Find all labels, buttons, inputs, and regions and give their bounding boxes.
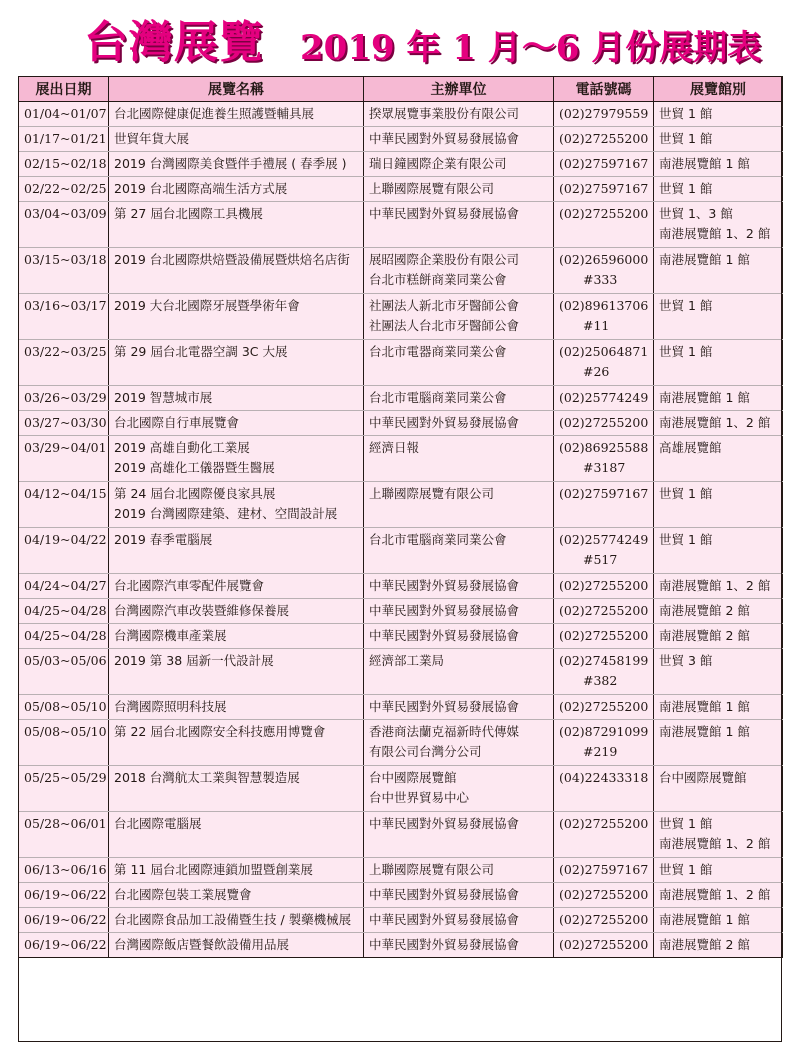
cell-organizer-line: 經濟日報 [369, 440, 420, 455]
cell-organizer [364, 766, 554, 812]
cell-organizer-line: 中華民國對外貿易發展協會 [369, 603, 520, 618]
cell-hall-line: 南港展覽館 1、2 館 [659, 578, 771, 593]
phone-number: (04)22433318 [559, 770, 649, 785]
cell-exhibition-name-line: 台北國際食品加工設備暨生技 / 製藥機械展 [114, 912, 352, 927]
phone-number: (02)86925588 [559, 440, 649, 455]
phone-number: (02)27255200 [559, 415, 649, 430]
table-row [19, 883, 783, 908]
cell-exhibition-name [109, 574, 364, 599]
cell-hall [654, 248, 783, 294]
cell-organizer-line: 上聯國際展覽有限公司 [369, 486, 495, 501]
cell-hall [654, 858, 783, 883]
table-row [19, 933, 783, 958]
cell-exhibition-name-line: 第 24 屆台北國際優良家具展 [114, 486, 276, 501]
cell-hall [654, 102, 783, 127]
phone-number: (02)27979559 [559, 106, 649, 121]
cell-organizer-line: 台北市電腦商業同業公會 [369, 532, 507, 547]
cell-phone [554, 883, 654, 908]
cell-phone [554, 624, 654, 649]
cell-hall-line: 南港展覽館 2 館 [659, 937, 750, 952]
phone-number: (02)27255200 [559, 887, 649, 902]
table-row [19, 574, 783, 599]
cell-exhibition-name-line: 2019 高雄化工儀器暨生醫展 [114, 460, 275, 475]
phone-extension: #11 [583, 318, 610, 333]
cell-date: 05/08~05/10 [19, 720, 109, 766]
cell-organizer-line: 台中國際展覽館 [369, 770, 457, 785]
phone-number: (02)27255200 [559, 628, 649, 643]
cell-exhibition-name-line: 2019 台北國際高端生活方式展 [114, 181, 288, 196]
cell-phone [554, 933, 654, 958]
table-row [19, 436, 783, 482]
cell-hall-line: 南港展覽館 1 館 [659, 912, 750, 927]
cell-date: 03/16~03/17 [19, 294, 109, 340]
cell-hall-line: 南港展覽館 1、2 館 [659, 836, 771, 851]
cell-hall [654, 933, 783, 958]
exhibition-schedule-table [18, 76, 783, 958]
cell-exhibition-name [109, 127, 364, 152]
table-row [19, 102, 783, 127]
cell-exhibition-name-line: 台北國際電腦展 [114, 816, 202, 831]
cell-hall [654, 649, 783, 695]
cell-hall [654, 152, 783, 177]
cell-exhibition-name-line: 台北國際健康促進養生照護暨輔具展 [114, 106, 315, 121]
cell-organizer-line: 揆眾展覽事業股份有限公司 [369, 106, 520, 121]
cell-organizer-line: 中華民國對外貿易發展協會 [369, 578, 520, 593]
phone-number: (02)87291099 [559, 724, 649, 739]
cell-date: 03/29~04/01 [19, 436, 109, 482]
cell-organizer-line: 台北市糕餅商業同業公會 [369, 272, 507, 287]
cell-hall [654, 482, 783, 528]
phone-number: (02)25774249 [559, 532, 649, 547]
cell-hall [654, 294, 783, 340]
cell-organizer-line: 社團法人新北市牙醫師公會 [369, 298, 520, 313]
phone-number: (02)27597167 [559, 156, 649, 171]
cell-exhibition-name [109, 933, 364, 958]
phone-number: (02)27597167 [559, 862, 649, 877]
cell-organizer-line: 台北市電器商業同業公會 [369, 344, 507, 359]
cell-organizer [364, 411, 554, 436]
cell-exhibition-name-line: 2019 台灣國際建築、建材、空間設計展 [114, 506, 338, 521]
cell-organizer [364, 177, 554, 202]
cell-hall [654, 720, 783, 766]
table-row [19, 720, 783, 766]
table-body [19, 102, 783, 958]
cell-exhibition-name-line: 台灣國際飯店暨餐飲設備用品展 [114, 937, 290, 952]
cell-phone [554, 248, 654, 294]
table-row [19, 202, 783, 248]
cell-exhibition-name-line: 2019 第 38 屆新一代設計展 [114, 653, 274, 668]
cell-date: 05/03~05/06 [19, 649, 109, 695]
phone-extension: #333 [583, 272, 618, 287]
cell-phone [554, 574, 654, 599]
cell-hall-line: 南港展覽館 1 館 [659, 156, 750, 171]
cell-exhibition-name [109, 720, 364, 766]
cell-organizer-line: 展昭國際企業股份有限公司 [369, 252, 520, 267]
cell-organizer-line: 香港商法蘭克福新時代傳媒 [369, 724, 520, 739]
cell-hall-line: 南港展覽館 1 館 [659, 699, 750, 714]
cell-organizer [364, 883, 554, 908]
cell-exhibition-name [109, 482, 364, 528]
cell-organizer [364, 202, 554, 248]
cell-date: 02/22~02/25 [19, 177, 109, 202]
cell-hall [654, 386, 783, 411]
cell-hall-line: 南港展覽館 1 館 [659, 390, 750, 405]
cell-organizer-line: 中華民國對外貿易發展協會 [369, 699, 520, 714]
cell-exhibition-name-line: 2019 高雄自動化工業展 [114, 440, 250, 455]
cell-hall-line: 世貿 1 館 [659, 816, 713, 831]
cell-exhibition-name [109, 202, 364, 248]
page-title: 台灣展覽 [84, 17, 264, 68]
cell-hall-line: 台中國際展覽館 [659, 770, 747, 785]
cell-hall-line: 世貿 1 館 [659, 131, 713, 146]
cell-exhibition-name [109, 386, 364, 411]
table-row [19, 248, 783, 294]
cell-organizer [364, 482, 554, 528]
cell-hall [654, 812, 783, 858]
cell-phone [554, 127, 654, 152]
table-row [19, 858, 783, 883]
cell-date: 04/12~04/15 [19, 482, 109, 528]
cell-organizer [364, 858, 554, 883]
cell-organizer [364, 624, 554, 649]
cell-hall [654, 202, 783, 248]
cell-organizer-line: 中華民國對外貿易發展協會 [369, 937, 520, 952]
cell-phone [554, 436, 654, 482]
phone-number: (02)27255200 [559, 131, 649, 146]
cell-phone [554, 695, 654, 720]
cell-exhibition-name [109, 102, 364, 127]
table-row [19, 649, 783, 695]
cell-hall [654, 908, 783, 933]
phone-extension: #382 [583, 673, 618, 688]
cell-phone [554, 720, 654, 766]
cell-date: 06/19~06/22 [19, 883, 109, 908]
cell-phone [554, 766, 654, 812]
cell-date: 01/04~01/07 [19, 102, 109, 127]
cell-phone [554, 858, 654, 883]
table-row [19, 482, 783, 528]
table-row [19, 386, 783, 411]
cell-exhibition-name [109, 152, 364, 177]
cell-hall-line: 南港展覽館 1 館 [659, 252, 750, 267]
cell-date: 06/19~06/22 [19, 933, 109, 958]
cell-exhibition-name [109, 177, 364, 202]
cell-organizer-line: 台中世界貿易中心 [369, 790, 470, 805]
cell-organizer-line: 社團法人台北市牙醫師公會 [369, 318, 520, 333]
phone-number: (02)26596000 [559, 252, 649, 267]
cell-phone [554, 599, 654, 624]
cell-exhibition-name-line: 2019 春季電腦展 [114, 532, 213, 547]
cell-organizer [364, 908, 554, 933]
phone-number: (02)27458199 [559, 653, 649, 668]
cell-hall-line: 世貿 1 館 [659, 862, 713, 877]
cell-organizer [364, 812, 554, 858]
cell-date: 04/24~04/27 [19, 574, 109, 599]
table-row [19, 340, 783, 386]
cell-organizer [364, 574, 554, 599]
cell-organizer-line: 中華民國對外貿易發展協會 [369, 816, 520, 831]
cell-phone [554, 812, 654, 858]
cell-hall-line: 世貿 1 館 [659, 106, 713, 121]
cell-exhibition-name [109, 695, 364, 720]
cell-organizer-line: 中華民國對外貿易發展協會 [369, 628, 520, 643]
cell-organizer-line: 經濟部工業局 [369, 653, 445, 668]
cell-exhibition-name [109, 649, 364, 695]
cell-exhibition-name [109, 411, 364, 436]
phone-number: (02)27255200 [559, 206, 649, 221]
cell-organizer-line: 中華民國對外貿易發展協會 [369, 415, 520, 430]
cell-organizer [364, 649, 554, 695]
cell-hall-line: 世貿 1 館 [659, 344, 713, 359]
cell-exhibition-name-line: 台北國際汽車零配件展覽會 [114, 578, 265, 593]
column-header-name: 展覽名稱 [109, 77, 364, 102]
cell-exhibition-name-line: 第 29 屆台北電器空調 3C 大展 [114, 344, 288, 359]
cell-phone [554, 294, 654, 340]
cell-phone [554, 411, 654, 436]
cell-phone [554, 908, 654, 933]
cell-organizer [364, 152, 554, 177]
cell-hall-line: 世貿 1 館 [659, 486, 713, 501]
phone-extension: #26 [583, 364, 610, 379]
cell-organizer [364, 599, 554, 624]
table-row [19, 766, 783, 812]
cell-date: 06/13~06/16 [19, 858, 109, 883]
column-header-organizer: 主辦單位 [364, 77, 554, 102]
table-row [19, 528, 783, 574]
cell-hall-line: 世貿 1 館 [659, 181, 713, 196]
cell-exhibition-name-line: 台灣國際汽車改裝暨維修保養展 [114, 603, 290, 618]
cell-phone [554, 102, 654, 127]
cell-hall-line: 南港展覽館 1、2 館 [659, 415, 771, 430]
cell-hall-line: 南港展覽館 2 館 [659, 603, 750, 618]
cell-hall-line: 南港展覽館 1、2 館 [659, 887, 771, 902]
phone-number: (02)25064871 [559, 344, 649, 359]
cell-exhibition-name [109, 766, 364, 812]
cell-phone [554, 528, 654, 574]
cell-organizer [364, 340, 554, 386]
cell-hall-line: 南港展覽館 1 館 [659, 724, 750, 739]
cell-organizer [364, 720, 554, 766]
phone-number: (02)27255200 [559, 578, 649, 593]
cell-date: 05/08~05/10 [19, 695, 109, 720]
cell-exhibition-name-line: 第 22 屆台北國際安全科技應用博覽會 [114, 724, 326, 739]
cell-hall-line: 世貿 1、3 館 [659, 206, 733, 221]
phone-number: (02)25774249 [559, 390, 649, 405]
cell-exhibition-name [109, 908, 364, 933]
cell-hall [654, 574, 783, 599]
cell-exhibition-name [109, 624, 364, 649]
column-header-hall: 展覽館別 [654, 77, 783, 102]
cell-date: 03/22~03/25 [19, 340, 109, 386]
cell-organizer [364, 933, 554, 958]
page-subtitle: 2019 年 1 月～6 月份展期表 [300, 28, 762, 68]
cell-hall-line: 高雄展覽館 [659, 440, 722, 455]
cell-hall [654, 695, 783, 720]
cell-date: 01/17~01/21 [19, 127, 109, 152]
cell-exhibition-name [109, 294, 364, 340]
cell-exhibition-name [109, 436, 364, 482]
table-row [19, 177, 783, 202]
table-row [19, 908, 783, 933]
cell-hall [654, 177, 783, 202]
cell-hall-line: 南港展覽館 2 館 [659, 628, 750, 643]
cell-phone [554, 177, 654, 202]
cell-hall [654, 528, 783, 574]
cell-hall [654, 411, 783, 436]
cell-organizer [364, 695, 554, 720]
cell-organizer [364, 248, 554, 294]
table-row [19, 599, 783, 624]
phone-extension: #219 [583, 744, 618, 759]
cell-date: 03/27~03/30 [19, 411, 109, 436]
table-row [19, 152, 783, 177]
cell-date: 05/28~06/01 [19, 812, 109, 858]
cell-exhibition-name-line: 第 11 屆台北國際連鎖加盟暨創業展 [114, 862, 313, 877]
cell-organizer-line: 中華民國對外貿易發展協會 [369, 912, 520, 927]
cell-organizer-line: 有限公司台灣分公司 [369, 744, 482, 759]
cell-phone [554, 340, 654, 386]
phone-extension: #517 [583, 552, 618, 567]
cell-exhibition-name [109, 883, 364, 908]
cell-exhibition-name-line: 台灣國際照明科技展 [114, 699, 227, 714]
cell-date: 04/25~04/28 [19, 599, 109, 624]
cell-exhibition-name-line: 2019 智慧城市展 [114, 390, 213, 405]
table-header-row [19, 77, 783, 102]
cell-exhibition-name-line: 台北國際自行車展覽會 [114, 415, 240, 430]
phone-extension: #3187 [583, 460, 626, 475]
cell-organizer [364, 436, 554, 482]
column-header-date: 展出日期 [19, 77, 109, 102]
cell-organizer [364, 386, 554, 411]
cell-organizer [364, 102, 554, 127]
cell-organizer [364, 127, 554, 152]
cell-exhibition-name [109, 528, 364, 574]
cell-organizer [364, 294, 554, 340]
table-row [19, 695, 783, 720]
cell-exhibition-name-line: 世貿年貨大展 [114, 131, 190, 146]
cell-phone [554, 386, 654, 411]
table-row [19, 411, 783, 436]
cell-exhibition-name-line: 第 27 屆台北國際工具機展 [114, 206, 263, 221]
phone-number: (02)27255200 [559, 912, 649, 927]
cell-organizer-line: 上聯國際展覽有限公司 [369, 862, 495, 877]
cell-hall [654, 883, 783, 908]
cell-organizer-line: 中華民國對外貿易發展協會 [369, 206, 520, 221]
phone-number: (02)89613706 [559, 298, 649, 313]
cell-date: 06/19~06/22 [19, 908, 109, 933]
cell-hall [654, 436, 783, 482]
phone-number: (02)27597167 [559, 486, 649, 501]
cell-phone [554, 649, 654, 695]
cell-date: 03/04~03/09 [19, 202, 109, 248]
cell-date: 05/25~05/29 [19, 766, 109, 812]
phone-number: (02)27255200 [559, 937, 649, 952]
cell-hall [654, 127, 783, 152]
cell-date: 04/19~04/22 [19, 528, 109, 574]
cell-organizer-line: 台北市電腦商業同業公會 [369, 390, 507, 405]
cell-exhibition-name-line: 台灣國際機車產業展 [114, 628, 227, 643]
cell-hall-line: 世貿 1 館 [659, 298, 713, 313]
phone-number: (02)27597167 [559, 181, 649, 196]
cell-hall-line: 南港展覽館 1、2 館 [659, 226, 771, 241]
table-row [19, 812, 783, 858]
cell-organizer-line: 上聯國際展覽有限公司 [369, 181, 495, 196]
phone-number: (02)27255200 [559, 603, 649, 618]
cell-exhibition-name-line: 2018 台灣航太工業與智慧製造展 [114, 770, 300, 785]
cell-exhibition-name [109, 812, 364, 858]
page-header [0, 0, 800, 72]
cell-hall-line: 世貿 3 館 [659, 653, 713, 668]
cell-hall-line: 世貿 1 館 [659, 532, 713, 547]
cell-date: 04/25~04/28 [19, 624, 109, 649]
cell-exhibition-name-line: 2019 台北國際烘焙暨設備展暨烘焙名店街 [114, 252, 350, 267]
cell-hall [654, 766, 783, 812]
cell-organizer-line: 中華民國對外貿易發展協會 [369, 887, 520, 902]
cell-phone [554, 152, 654, 177]
cell-hall [654, 624, 783, 649]
cell-phone [554, 482, 654, 528]
phone-number: (02)27255200 [559, 699, 649, 714]
table-row [19, 127, 783, 152]
column-header-phone: 電話號碼 [554, 77, 654, 102]
cell-organizer [364, 528, 554, 574]
cell-exhibition-name [109, 858, 364, 883]
cell-date: 03/26~03/29 [19, 386, 109, 411]
cell-hall [654, 599, 783, 624]
cell-organizer-line: 瑞日鐘國際企業有限公司 [369, 156, 507, 171]
cell-exhibition-name-line: 台北國際包裝工業展覽會 [114, 887, 252, 902]
cell-exhibition-name [109, 248, 364, 294]
cell-exhibition-name-line: 2019 台灣國際美食暨伴手禮展 ( 春季展 ) [114, 156, 347, 171]
cell-organizer-line: 中華民國對外貿易發展協會 [369, 131, 520, 146]
phone-number: (02)27255200 [559, 816, 649, 831]
table-row [19, 624, 783, 649]
cell-exhibition-name [109, 340, 364, 386]
cell-hall [654, 340, 783, 386]
cell-date: 03/15~03/18 [19, 248, 109, 294]
cell-exhibition-name-line: 2019 大台北國際牙展暨學術年會 [114, 298, 300, 313]
cell-phone [554, 202, 654, 248]
cell-exhibition-name [109, 599, 364, 624]
table-row [19, 294, 783, 340]
cell-date: 02/15~02/18 [19, 152, 109, 177]
